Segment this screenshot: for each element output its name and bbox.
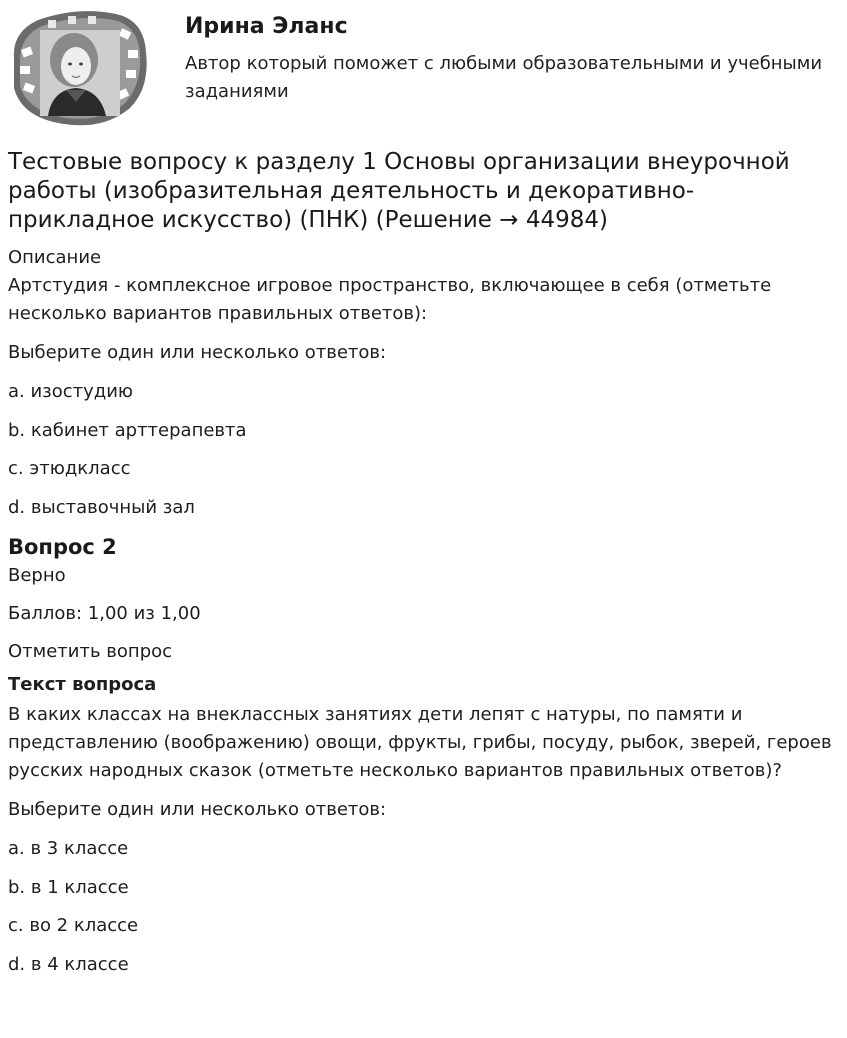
question-2-answer-d: d. в 4 классе [8,953,129,975]
question-1-answer-c: c. этюдкласс [8,458,131,479]
question-2-heading: Вопрос 2 [8,535,117,559]
question-2-prompt: Выберите один или несколько ответов: [8,799,387,820]
question-1-answer-b: b. кабинет арттерапевта [8,419,247,441]
question-content [8,244,838,989]
question-2-status: Верно [8,565,66,586]
description-label: Описание [8,247,102,268]
question-2-answer-c: c. во 2 классе [8,915,139,936]
question-1-text: Артстудия - комплексное игровое пространство, включающее в себя (отметьте несколько вариантов правильных ответов): [8,275,772,324]
author-header [8,8,838,128]
question-1-prompt: Выберите один или несколько ответов: [8,342,387,363]
portrait-photo [40,30,120,116]
question-2-grade: Баллов: 1,00 из 1,00 [8,603,201,624]
question-1-answer-a: a. изостудию [8,381,134,402]
author-name: Ирина Эланс [185,14,348,39]
author-description: Автор который поможет с любыми образовательными и учебными заданиями [185,53,823,102]
question-2-answer-a: a. в 3 классе [8,838,129,859]
author-avatar [8,8,150,128]
question-2-text-label: Текст вопроса [8,674,157,695]
page-title: Тестовые вопросу к разделу 1 Основы организации внеурочной работы (изобразительная деятельность и декоративно-прикладное искусство) (ПНК) (Решение → 44984) [8,149,790,233]
flag-question-link[interactable]: Отметить вопрос [8,641,173,662]
question-1-answer-d: d. выставочный зал [8,496,195,518]
question-2-answer-b: b. в 1 классе [8,876,129,898]
question-2-text: В каких классах на внеклассных занятиях дети лепят с натуры, по памяти и представлению (воображению) овощи, фрукты, грибы, посуду, рыбок, зверей, героев русских народных сказок (отметьте несколько вариантов правильных ответов)? [8,704,832,781]
